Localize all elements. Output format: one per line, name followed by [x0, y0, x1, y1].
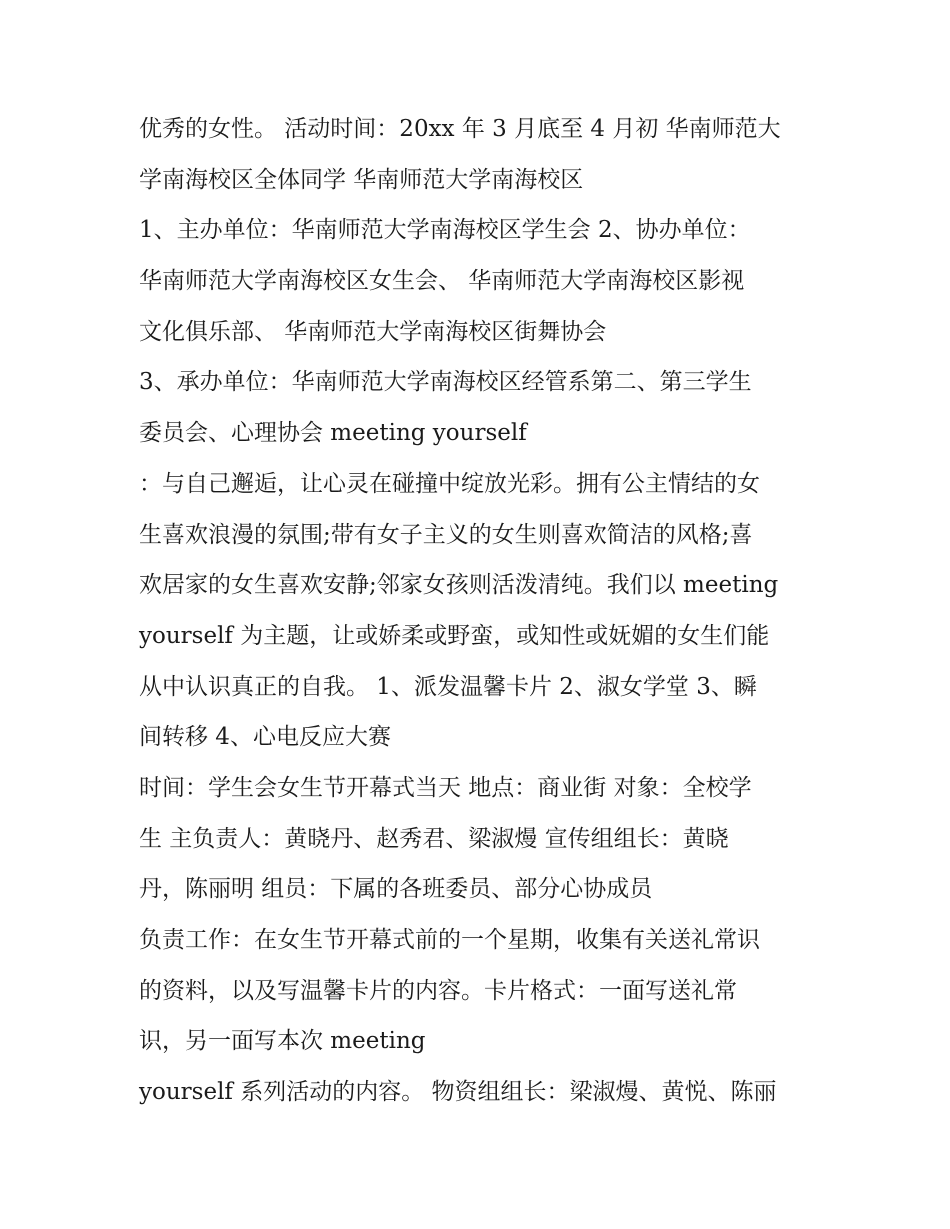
text-line: 丹，陈丽明 组员：下属的各班委员、部分心协成员	[139, 876, 653, 903]
text-line: 的资料，以及写温馨卡片的内容。卡片格式：一面写送礼常	[139, 977, 737, 1004]
text-line: yourself 为主题，让或娇柔或野蛮，或知性或妩媚的女生们能	[139, 622, 770, 649]
text-line: 间转移 4、心电反应大赛	[139, 724, 391, 751]
text-line: 生喜欢浪漫的氛围;带有女子主义的女生则喜欢简洁的风格;喜	[139, 521, 753, 548]
text-line: 学南海校区全体同学 华南师范大学南海校区	[139, 166, 584, 193]
text-line: 从中认识真正的自我。 1、派发温馨卡片 2、淑女学堂 3、瞬	[139, 673, 757, 700]
text-line: 文化俱乐部、 华南师范大学南海校区街舞协会	[139, 318, 607, 345]
text-line: ：与自己邂逅，让心灵在碰撞中绽放光彩。拥有公主情结的女	[139, 470, 760, 497]
text-line: 3、承办单位：华南师范大学南海校区经管系第二、第三学生	[139, 369, 752, 396]
text-line: 1、主办单位：华南师范大学南海校区学生会 2、协办单位：	[139, 217, 751, 244]
text-line: 识，另一面写本次 meeting	[139, 1028, 426, 1055]
text-line: 时间：学生会女生节开幕式当天 地点：商业街 对象：全校学	[139, 774, 752, 801]
text-line: 华南师范大学南海校区女生会、 华南师范大学南海校区影视	[139, 268, 745, 295]
text-line: 委员会、心理协会 meeting yourself	[139, 420, 527, 447]
text-line: 负责工作：在女生节开幕式前的一个星期，收集有关送礼常识	[139, 927, 760, 953]
text-line: yourself 系列活动的内容。 物资组组长：梁淑熳、黄悦、陈丽	[139, 1079, 777, 1106]
text-line: 优秀的女性。 活动时间：20xx 年 3 月底至 4 月初 华南师范大	[139, 116, 781, 142]
text-line: 生 主负责人：黄晓丹、赵秀君、梁淑熳 宣传组组长：黄晓	[139, 825, 729, 852]
text-line: 欢居家的女生喜欢安静;邻家女孩则活泼清纯。我们以 meeting	[139, 572, 779, 599]
document-body	[139, 104, 829, 1118]
